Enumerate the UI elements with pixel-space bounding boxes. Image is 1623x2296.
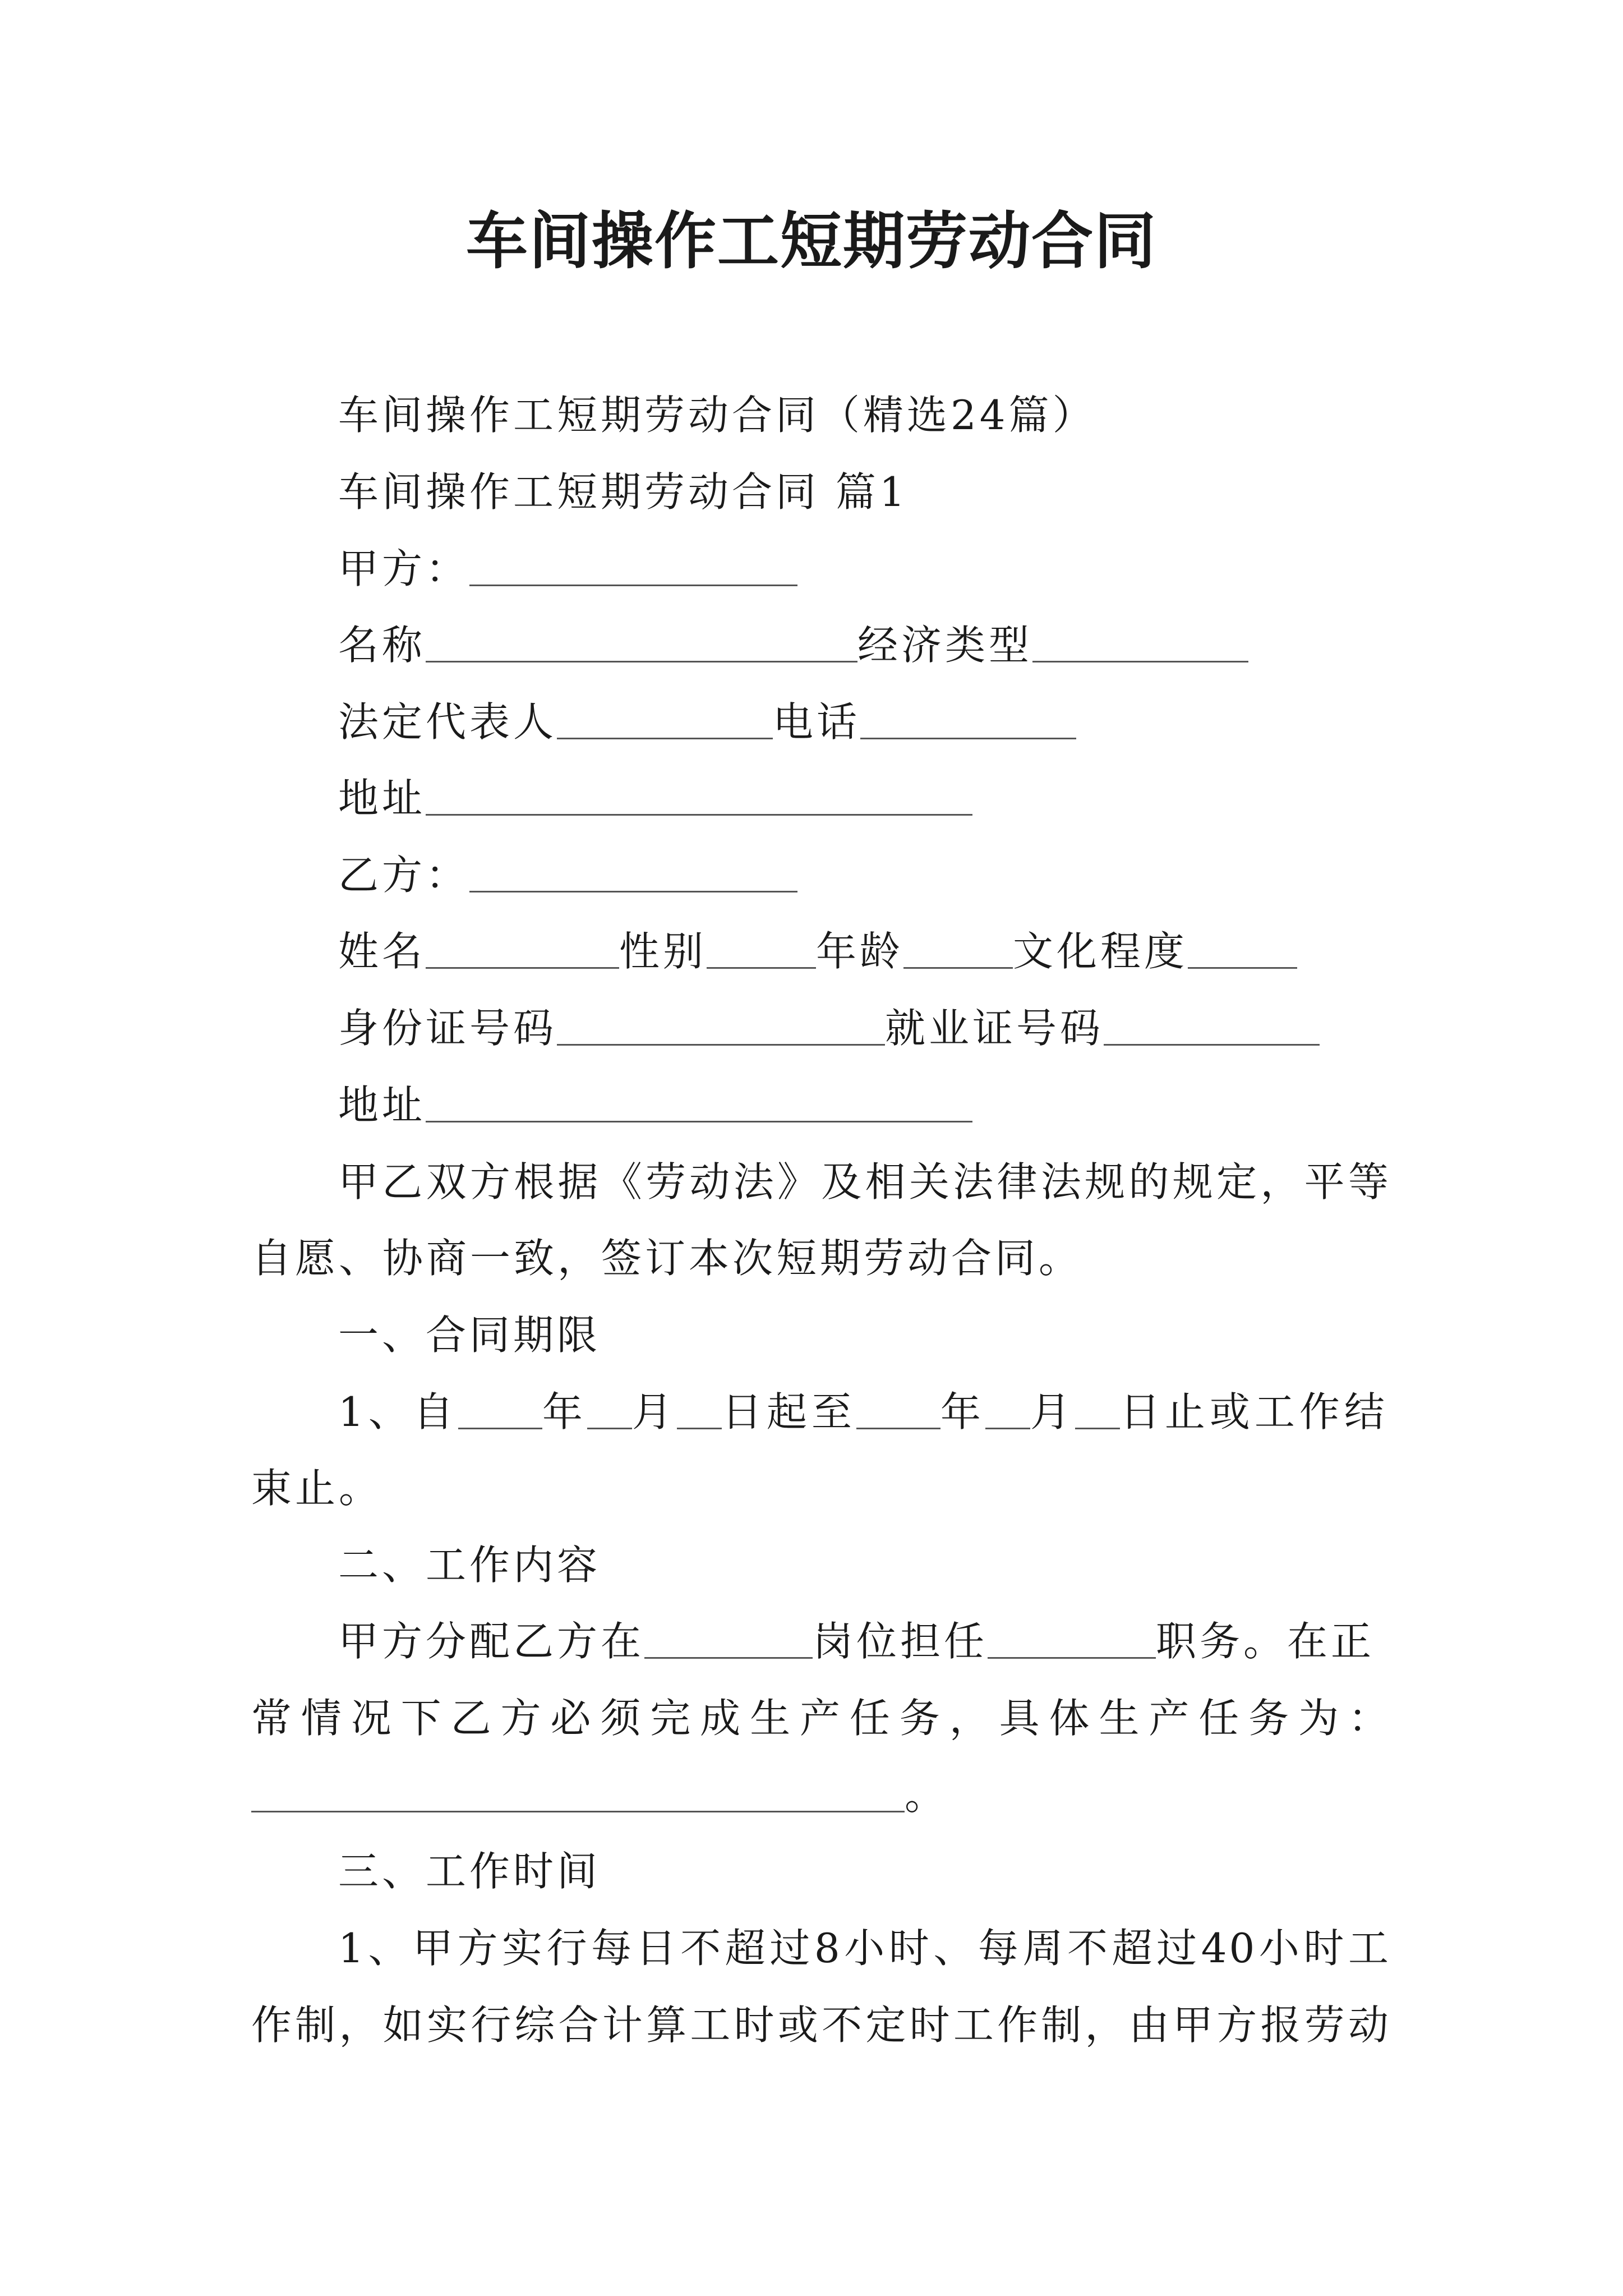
clause-2-heading: 二、工作内容	[338, 1542, 601, 1589]
start-day-blank[interactable]	[677, 1388, 722, 1429]
party-a-phone-blank[interactable]	[860, 698, 1076, 739]
party-b-education-blank[interactable]	[1188, 928, 1297, 969]
document-title: 车间操作工短期劳动合同	[466, 205, 1157, 277]
clause-2-line-1	[338, 1613, 1375, 1669]
clause-2-duty-label: 职务。在正	[1156, 1618, 1375, 1665]
party-a-line	[338, 541, 797, 597]
party-b-gender-blank[interactable]	[707, 928, 816, 969]
party-a-legal-rep-label: 法定代表人	[338, 698, 557, 746]
clause-2-start: 甲方分配乙方在	[338, 1618, 645, 1665]
party-b-info-line	[338, 923, 1297, 979]
party-a-econ-type-label: 经济类型	[857, 622, 1033, 669]
party-b-address-blank[interactable]	[426, 1082, 972, 1122]
term-prefix: 1、自	[338, 1388, 458, 1435]
party-b-name-blank[interactable]	[426, 928, 619, 969]
party-a-name-line	[338, 617, 1248, 673]
party-a-econ-type-blank[interactable]	[1032, 622, 1248, 662]
intro-line-1: 甲乙双方根据《劳动法》及相关法律法规的规定，平等	[338, 1158, 1391, 1205]
party-b-age-blank[interactable]	[903, 928, 1013, 969]
section-title: 车间操作工短期劳动合同 篇1	[338, 468, 909, 516]
clause-1-term-line-2: 束止。	[251, 1465, 383, 1512]
party-a-address-label: 地址	[338, 775, 426, 822]
party-a-rep-line	[338, 694, 1076, 750]
party-b-id-blank[interactable]	[557, 1005, 885, 1046]
party-a-address-blank[interactable]	[426, 775, 972, 816]
party-a-name-label: 名称	[338, 622, 426, 669]
party-b-employment-id-blank[interactable]	[1104, 1005, 1320, 1046]
clause-3-line-1: 1、甲方实行每日不超过8小时、每周不超过40小时工	[338, 1925, 1391, 1972]
production-task-blank[interactable]	[251, 1772, 905, 1812]
clause-2-end-mark: 。	[905, 1772, 949, 1819]
end-day-blank[interactable]	[1075, 1388, 1120, 1429]
party-b-education-label: 文化程度	[1013, 928, 1188, 975]
party-b-age-label: 年龄	[816, 928, 904, 975]
party-b-employment-id-label: 就业证号码	[885, 1005, 1104, 1052]
clause-2-line-2: 常情况下乙方必须完成生产任务，具体生产任务为：	[251, 1695, 1391, 1742]
clause-2-line-3	[251, 1767, 948, 1823]
end-day-label: 日止或工作结	[1119, 1388, 1389, 1435]
end-month-blank[interactable]	[985, 1388, 1030, 1429]
clause-1-heading: 一、合同期限	[338, 1312, 601, 1359]
start-year-blank[interactable]	[458, 1388, 542, 1429]
party-b-gender-label: 性别	[619, 928, 707, 975]
start-day-label: 日起至	[721, 1388, 856, 1435]
party-a-address-line	[338, 770, 972, 826]
end-year-blank[interactable]	[856, 1388, 940, 1429]
start-year-label: 年	[542, 1388, 587, 1435]
party-a-phone-label: 电话	[773, 698, 861, 746]
clause-1-term-line	[338, 1384, 1389, 1440]
party-b-id-label: 身份证号码	[338, 1005, 557, 1052]
party-b-label: 乙方：	[338, 852, 470, 899]
party-a-name-blank[interactable]	[426, 622, 857, 662]
party-a-legal-rep-blank[interactable]	[557, 698, 773, 739]
document-subtitle: 车间操作工短期劳动合同（精选24篇）	[338, 392, 1096, 439]
duty-blank[interactable]	[988, 1618, 1156, 1659]
clause-3-heading: 三、工作时间	[338, 1848, 601, 1895]
party-b-address-line	[338, 1077, 972, 1133]
party-b-blank[interactable]	[469, 852, 797, 892]
end-month-label: 月	[1030, 1388, 1075, 1435]
party-b-line	[338, 847, 797, 903]
intro-line-2: 自愿、协商一致，签订本次短期劳动合同。	[251, 1235, 1083, 1282]
start-month-label: 月	[631, 1388, 677, 1435]
party-b-name-label: 姓名	[338, 928, 426, 975]
party-a-blank[interactable]	[469, 545, 797, 586]
party-b-id-line	[338, 1000, 1320, 1056]
party-a-label: 甲方：	[338, 545, 470, 592]
clause-3-line-2: 作制，如实行综合计算工时或不定时工作制，由甲方报劳动	[251, 2001, 1391, 2049]
clause-2-post-label: 岗位担任	[813, 1618, 988, 1665]
party-b-address-label: 地址	[338, 1082, 426, 1129]
start-month-blank[interactable]	[587, 1388, 632, 1429]
post-blank[interactable]	[644, 1618, 813, 1659]
end-year-label: 年	[940, 1388, 985, 1435]
